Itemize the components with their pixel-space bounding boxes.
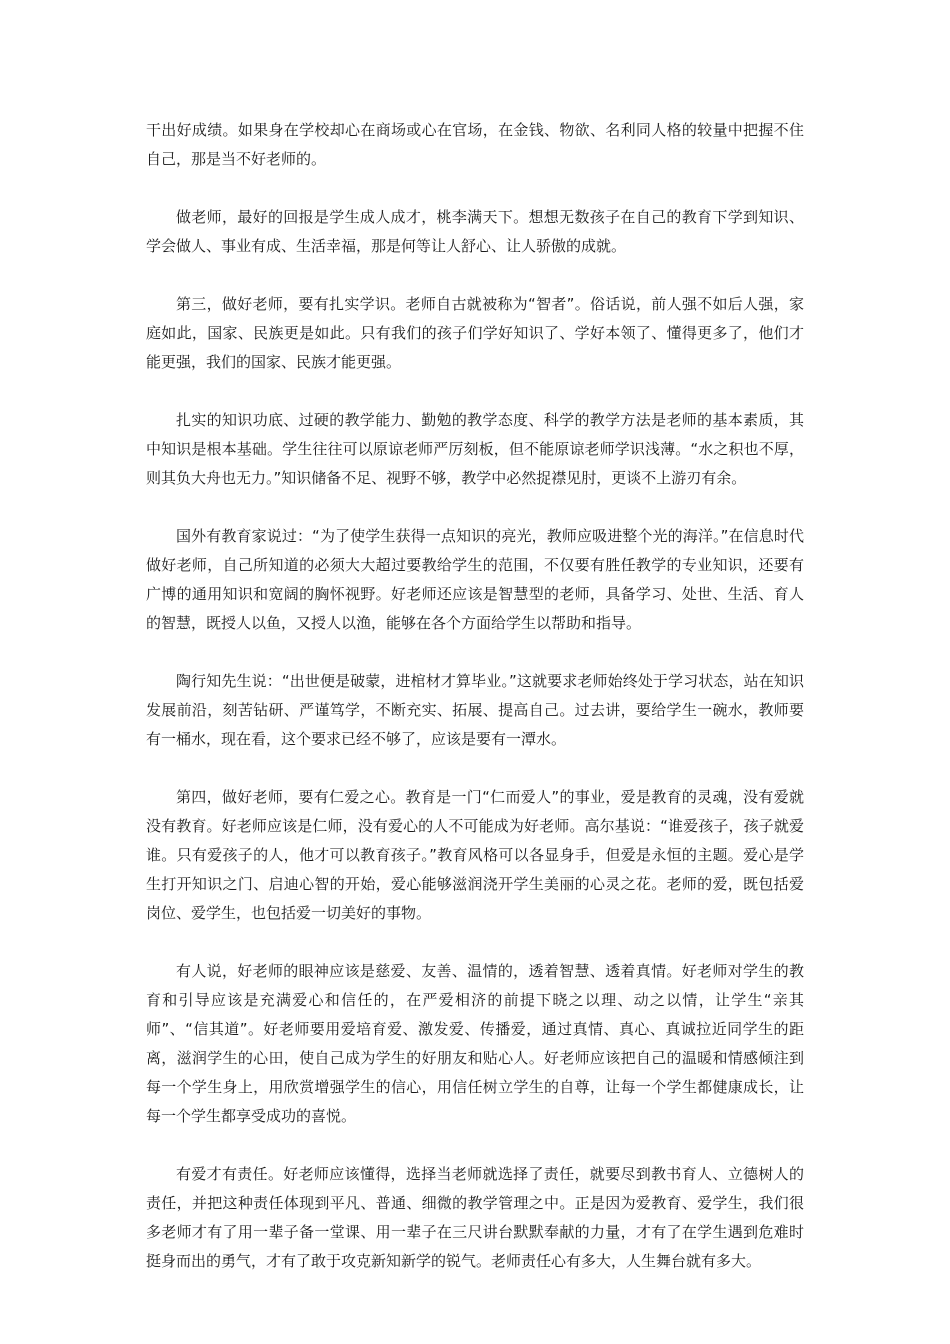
paragraph: 做老师，最好的回报是学生成人成才，桃李满天下。想想无数孩子在自己的教育下学到知识、学会做人、事业有成、生活幸福，那是何等让人舒心、让人骄傲的成就。 (146, 208, 804, 255)
paragraph: 干出好成绩。如果身在学校却心在商场或心在官场，在金钱、物欲、名利同人格的较量中把握不住自己，那是当不好老师的。 (146, 121, 804, 168)
paragraph: 第三，做好老师，要有扎实学识。老师自古就被称为“智者”。俗话说，前人强不如后人强，家庭如此，国家、民族更是如此。只有我们的孩子们学好知识了、学好本领了、懂得更多了，他们才能更强，我们的国家、民族才能更强。 (146, 295, 804, 371)
document-body (146, 116, 804, 1305)
paragraph: 有人说，好老师的眼神应该是慈爱、友善、温情的，透着智慧、透着真情。好老师对学生的教育和引导应该是充满爱心和信任的，在严爱相济的前提下晓之以理、动之以情，让学生“亲其师”、“信其道”。好老师要用爱培育爱、激发爱、传播爱，通过真情、真心、真诚拉近同学生的距离，滋润学生的心田，使自己成为学生的好朋友和贴心人。好老师应该把自己的温暖和情感倾注到每一个学生身上，用欣赏增强学生的信心，用信任树立学生的自尊，让每一个学生都健康成长，让每一个学生都享受成功的喜悦。 (146, 962, 804, 1125)
paragraph: 有爱才有责任。好老师应该懂得，选择当老师就选择了责任，就要尽到教书育人、立德树人的责任，并把这种责任体现到平凡、普通、细微的教学管理之中。正是因为爱教育、爱学生，我们很多老师才有了用一辈子备一堂课、用一辈子在三尺讲台默默奉献的力量，才有了在学生遇到危难时挺身而出的勇气，才有了敢于攻克新知新学的锐气。老师责任心有多大，人生舞台就有多大。 (146, 1165, 804, 1270)
paragraph: 陶行知先生说：“出世便是破蒙，进棺材才算毕业。”这就要求老师始终处于学习状态，站在知识发展前沿，刻苦钻研、严谨笃学，不断充实、拓展、提高自己。过去讲，要给学生一碗水，教师要有一桶水，现在看，这个要求已经不够了，应该是要有一潭水。 (146, 672, 804, 748)
paragraph: 扎实的知识功底、过硬的教学能力、勤勉的教学态度、科学的教学方法是老师的基本素质，其中知识是根本基础。学生往往可以原谅老师严厉刻板，但不能原谅老师学识浅薄。“水之积也不厚，则其负大舟也无力。”知识储备不足、视野不够，教学中必然捉襟见肘，更谈不上游刃有余。 (146, 411, 804, 487)
paragraph: 第四，做好老师，要有仁爱之心。教育是一门“仁而爱人”的事业，爱是教育的灵魂，没有爱就没有教育。好老师应该是仁师，没有爱心的人不可能成为好老师。高尔基说：“谁爱孩子，孩子就爱谁。只有爱孩子的人，他才可以教育孩子。”教育风格可以各显身手，但爱是永恒的主题。爱心是学生打开知识之门、启迪心智的开始，爱心能够滋润浇开学生美丽的心灵之花。老师的爱，既包括爱岗位、爱学生，也包括爱一切美好的事物。 (146, 788, 804, 922)
paragraph: 国外有教育家说过：“为了使学生获得一点知识的亮光，教师应吸进整个光的海洋。”在信息时代做好老师，自己所知道的必须大大超过要教给学生的范围，不仅要有胜任教学的专业知识，还要有广博的通用知识和宽阔的胸怀视野。好老师还应该是智慧型的老师，具备学习、处世、生活、育人的智慧，既授人以鱼，又授人以渔，能够在各个方面给学生以帮助和指导。 (146, 527, 804, 632)
